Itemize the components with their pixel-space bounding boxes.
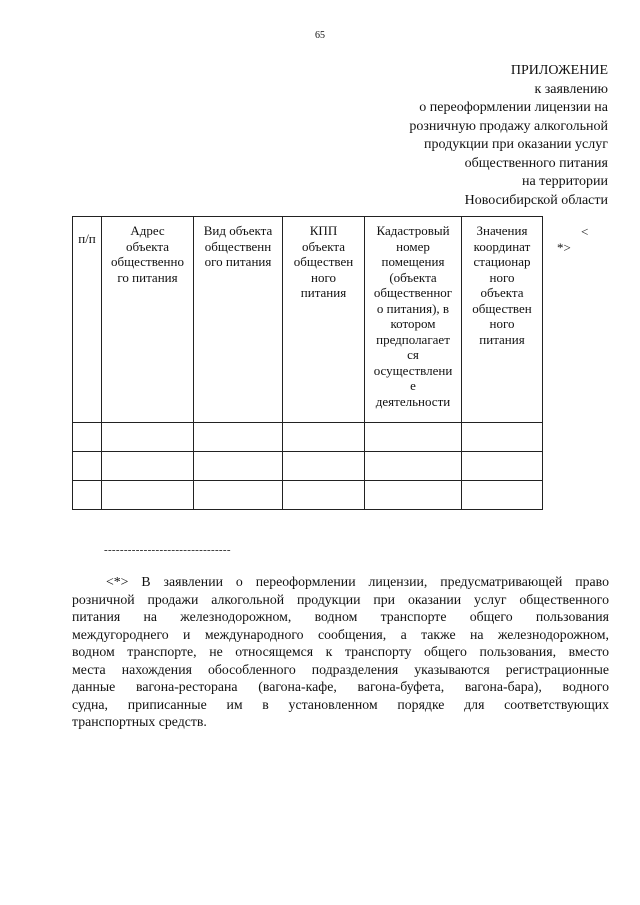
table-cell [462,423,543,452]
header-line: номер [396,238,430,254]
header-line: Значения [476,223,528,238]
header-cell-object-type [194,217,283,423]
table-cell [73,423,102,452]
page-number: 65 [315,30,325,41]
header-line: КПП [309,223,338,238]
header-cell-address [102,217,194,423]
header-line: общественно [111,254,184,269]
header-line: ного [311,269,336,285]
footnote-text [72,573,609,731]
table-cell [73,452,102,481]
footnote-marker-line: < [581,224,589,239]
footnote-line: розничной продажи алкогольной продукции при оказании услуг общественного [72,591,609,607]
appendix-title: ПРИЛОЖЕНИЕ [510,63,608,78]
table-cell [73,481,102,510]
footnote-line: транспортных средств. [72,714,207,729]
footnote-separator: -------------------------------- [104,544,231,556]
footnote-line: междугороднего и международного сообщения, а также на железнодорожном, [72,626,609,642]
header-cell-cadastral-number [365,217,462,423]
table-cell [283,452,365,481]
header-line: п/п [78,231,96,246]
table-cell [462,481,543,510]
header-line: ся [407,347,419,362]
header-line: помещения [381,254,445,269]
table-cell [102,481,194,510]
appendix-line: Новосибирской области [464,192,608,208]
footnote-marker [557,224,588,256]
table-cell [283,423,365,452]
header-line: объекта [301,238,346,254]
header-line: Адрес [130,223,165,238]
table-cell [365,452,462,481]
header-line: го питания [117,269,178,285]
footnote-line: судна, приписанные им в установленном порядке для соответствующих [72,696,609,712]
footnote-line: места нахождения обособленного подразделения указываются регистрационные [72,661,609,677]
header-line: ного [489,316,515,331]
table-cell [102,452,194,481]
table-cell [194,423,283,452]
header-line: обществен [472,300,532,316]
footnote-line: <*> В заявлении о переоформлении лицензии, предусматривающей право [106,574,609,589]
header-line: (объекта [389,269,437,285]
table-row [73,452,543,481]
header-line: стационар [473,254,531,269]
appendix-line: продукции при оказании услуг [424,137,608,152]
footnote-line: водном транспорте, не относящемся к транспорту общего пользования, вместо [72,644,609,659]
header-cell-number [73,217,102,423]
table-cell [365,423,462,452]
header-line: о питания), в [376,300,450,316]
appendix-line: к заявлению [534,81,608,97]
header-line: обществен [293,254,354,269]
appendix-heading [348,62,608,210]
catering-objects-table [72,216,543,510]
header-line: деятельности [375,393,451,409]
header-line: Кадастровый [376,223,450,238]
table-header-row [73,217,543,423]
appendix-line: розничную продажу алкогольной [409,118,608,134]
header-line: питания [300,285,347,300]
header-line: Вид объекта [203,223,273,238]
header-line: ого питания [204,254,272,269]
appendix-line: общественного питания [464,155,608,171]
table-cell [194,452,283,481]
header-line: осуществлени [373,362,453,378]
header-line: общественног [373,285,453,300]
header-cell-kpp [283,217,365,423]
header-line: объекта [480,285,524,300]
footnote-line: питания на железнодорожном, водном транспорте общего пользования [72,609,609,624]
table-cell [194,481,283,510]
header-line: координат [473,238,531,254]
header-line: е [410,378,416,393]
header-cell-coordinates [462,217,543,423]
appendix-line: о переоформлении лицензии на [419,100,608,115]
header-line: котором [390,316,436,331]
header-line: предполагает [376,331,450,347]
table-row [73,481,543,510]
header-line: общественн [204,238,272,254]
table-cell [102,423,194,452]
table-row [73,423,543,452]
table-cell [283,481,365,510]
table-cell [462,452,543,481]
footnote-line: данные вагона-ресторана (вагона-кафе, вагона-буфета, вагона-бара), водного [72,679,609,694]
header-line: ного [489,269,515,285]
appendix-line: на территории [522,174,608,189]
header-line: питания [479,331,525,347]
footnote-marker-line: *> [557,240,571,255]
table-cell [365,481,462,510]
header-line: объекта [125,238,170,254]
